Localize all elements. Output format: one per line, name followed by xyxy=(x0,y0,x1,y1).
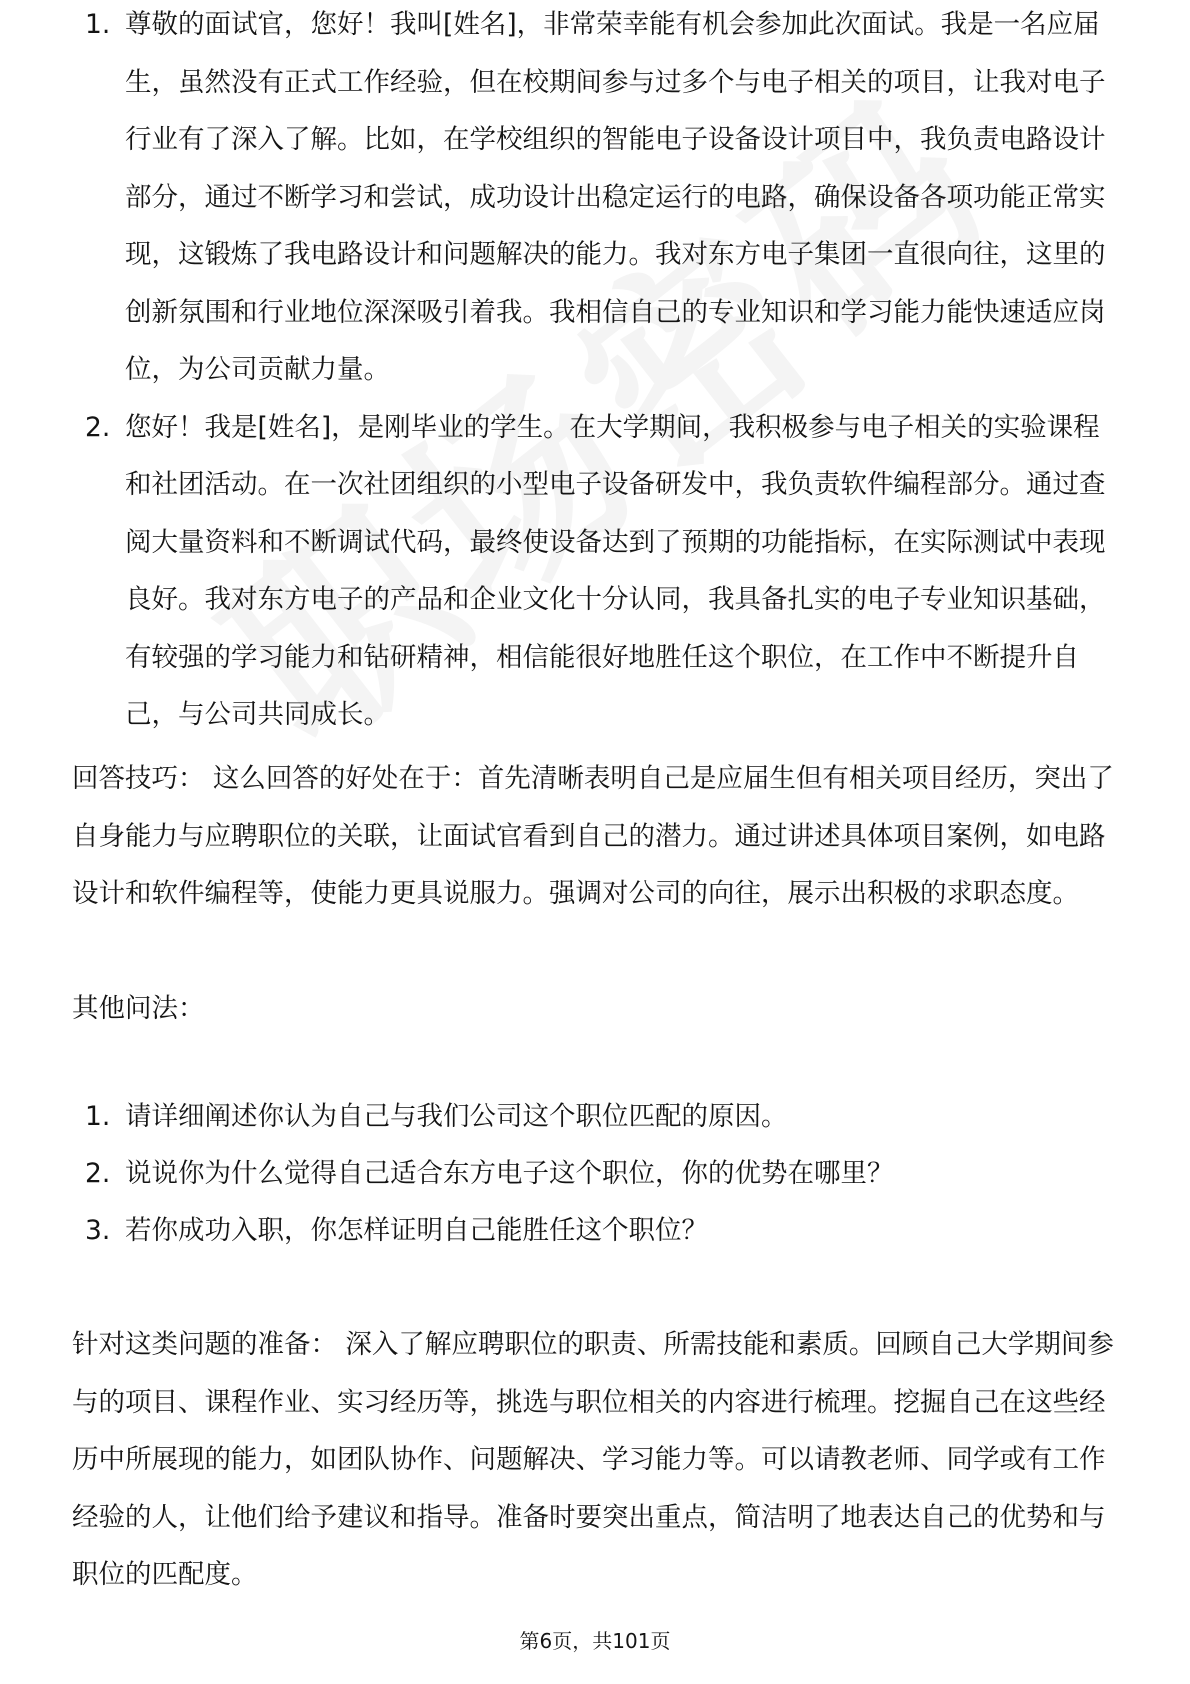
answer-text: 尊敬的面试官，您好！我叫[姓名]，非常荣幸能有机会参加此次面试。我是一名应届生，虽然没有正式工作经验，但在校期间参与过多个与电子相关的项目，让我对电子行业有了深入了解。比如，在学校组织的智能电子设备设计项目中，我负责电路设计部分，通过不断学习和尝试，成功设计出稳定运行的电路，确保设备各项功能正常实现，这锻炼了我电路设计和问题解决的能力。我对东方电子集团一直很向往，这里的创新氛围和行业地位深深吸引着我。我相信自己的专业知识和学习能力能快速适应岗位，为公司贡献力量。 xyxy=(125,9,1106,385)
list-item xyxy=(72,1202,1122,1259)
answer-text: 您好！我是[姓名]，是刚毕业的学生。在大学期间，我积极参与电子相关的实验课程和社团活动。在一次社团组织的小型电子设备研发中，我负责软件编程部分。通过查阅大量资料和不断调试代码，最终使设备达到了预期的功能指标，在实际测试中表现良好。我对东方电子的产品和企业文化十分认同，我具备扎实的电子专业知识基础，有较强的学习能力和钻研精神，相信能很好地胜任这个职位，在工作中不断提升自己，与公司共同成长。 xyxy=(125,411,1106,730)
list-number: 2. xyxy=(85,411,111,443)
list-item xyxy=(72,1088,1122,1145)
list-item xyxy=(72,1145,1122,1202)
list-item xyxy=(72,0,1122,399)
list-item xyxy=(72,399,1122,744)
preparation-paragraph: 针对这类问题的准备： 深入了解应聘职位的职责、所需技能和素质。回顾自己大学期间参与的项目、课程作业、实习经历等，挑选与职位相关的内容进行梳理。挖掘自己在这些经历中所展现的能力，如团队协作、问题解决、学习能力等。可以请教老师、同学或有工作经验的人，让他们给予建议和指导。准备时要突出重点，简洁明了地表达自己的优势和与职位的匹配度。 xyxy=(72,1329,1114,1590)
question-text: 说说你为什么觉得自己适合东方电子这个职位，你的优势在哪里？ xyxy=(125,1158,894,1189)
other-questions-heading: 其他问法： xyxy=(72,993,205,1024)
question-text: 请详细阐述你认为自己与我们公司这个职位匹配的原因。 xyxy=(125,1101,788,1132)
other-questions-list xyxy=(72,1088,1122,1259)
sample-answers-list xyxy=(72,9,1122,744)
list-number: 3. xyxy=(85,1215,111,1246)
page-number-footer: 第6页，共101页 xyxy=(519,1629,671,1653)
question-text: 若你成功入职，你怎样证明自己能胜任这个职位？ xyxy=(125,1215,708,1246)
list-number: 2. xyxy=(85,1158,111,1189)
list-number: 1. xyxy=(85,1101,111,1132)
list-number: 1. xyxy=(85,9,111,40)
answer-tips-paragraph: 回答技巧： 这么回答的好处在于：首先清晰表明自己是应届生但有相关项目经历，突出了自身能力与应聘职位的关联，让面试官看到自己的潜力。通过讲述具体项目案例，如电路设计和软件编程等，使能力更具说服力。强调对公司的向往，展示出积极的求职态度。 xyxy=(72,763,1114,909)
